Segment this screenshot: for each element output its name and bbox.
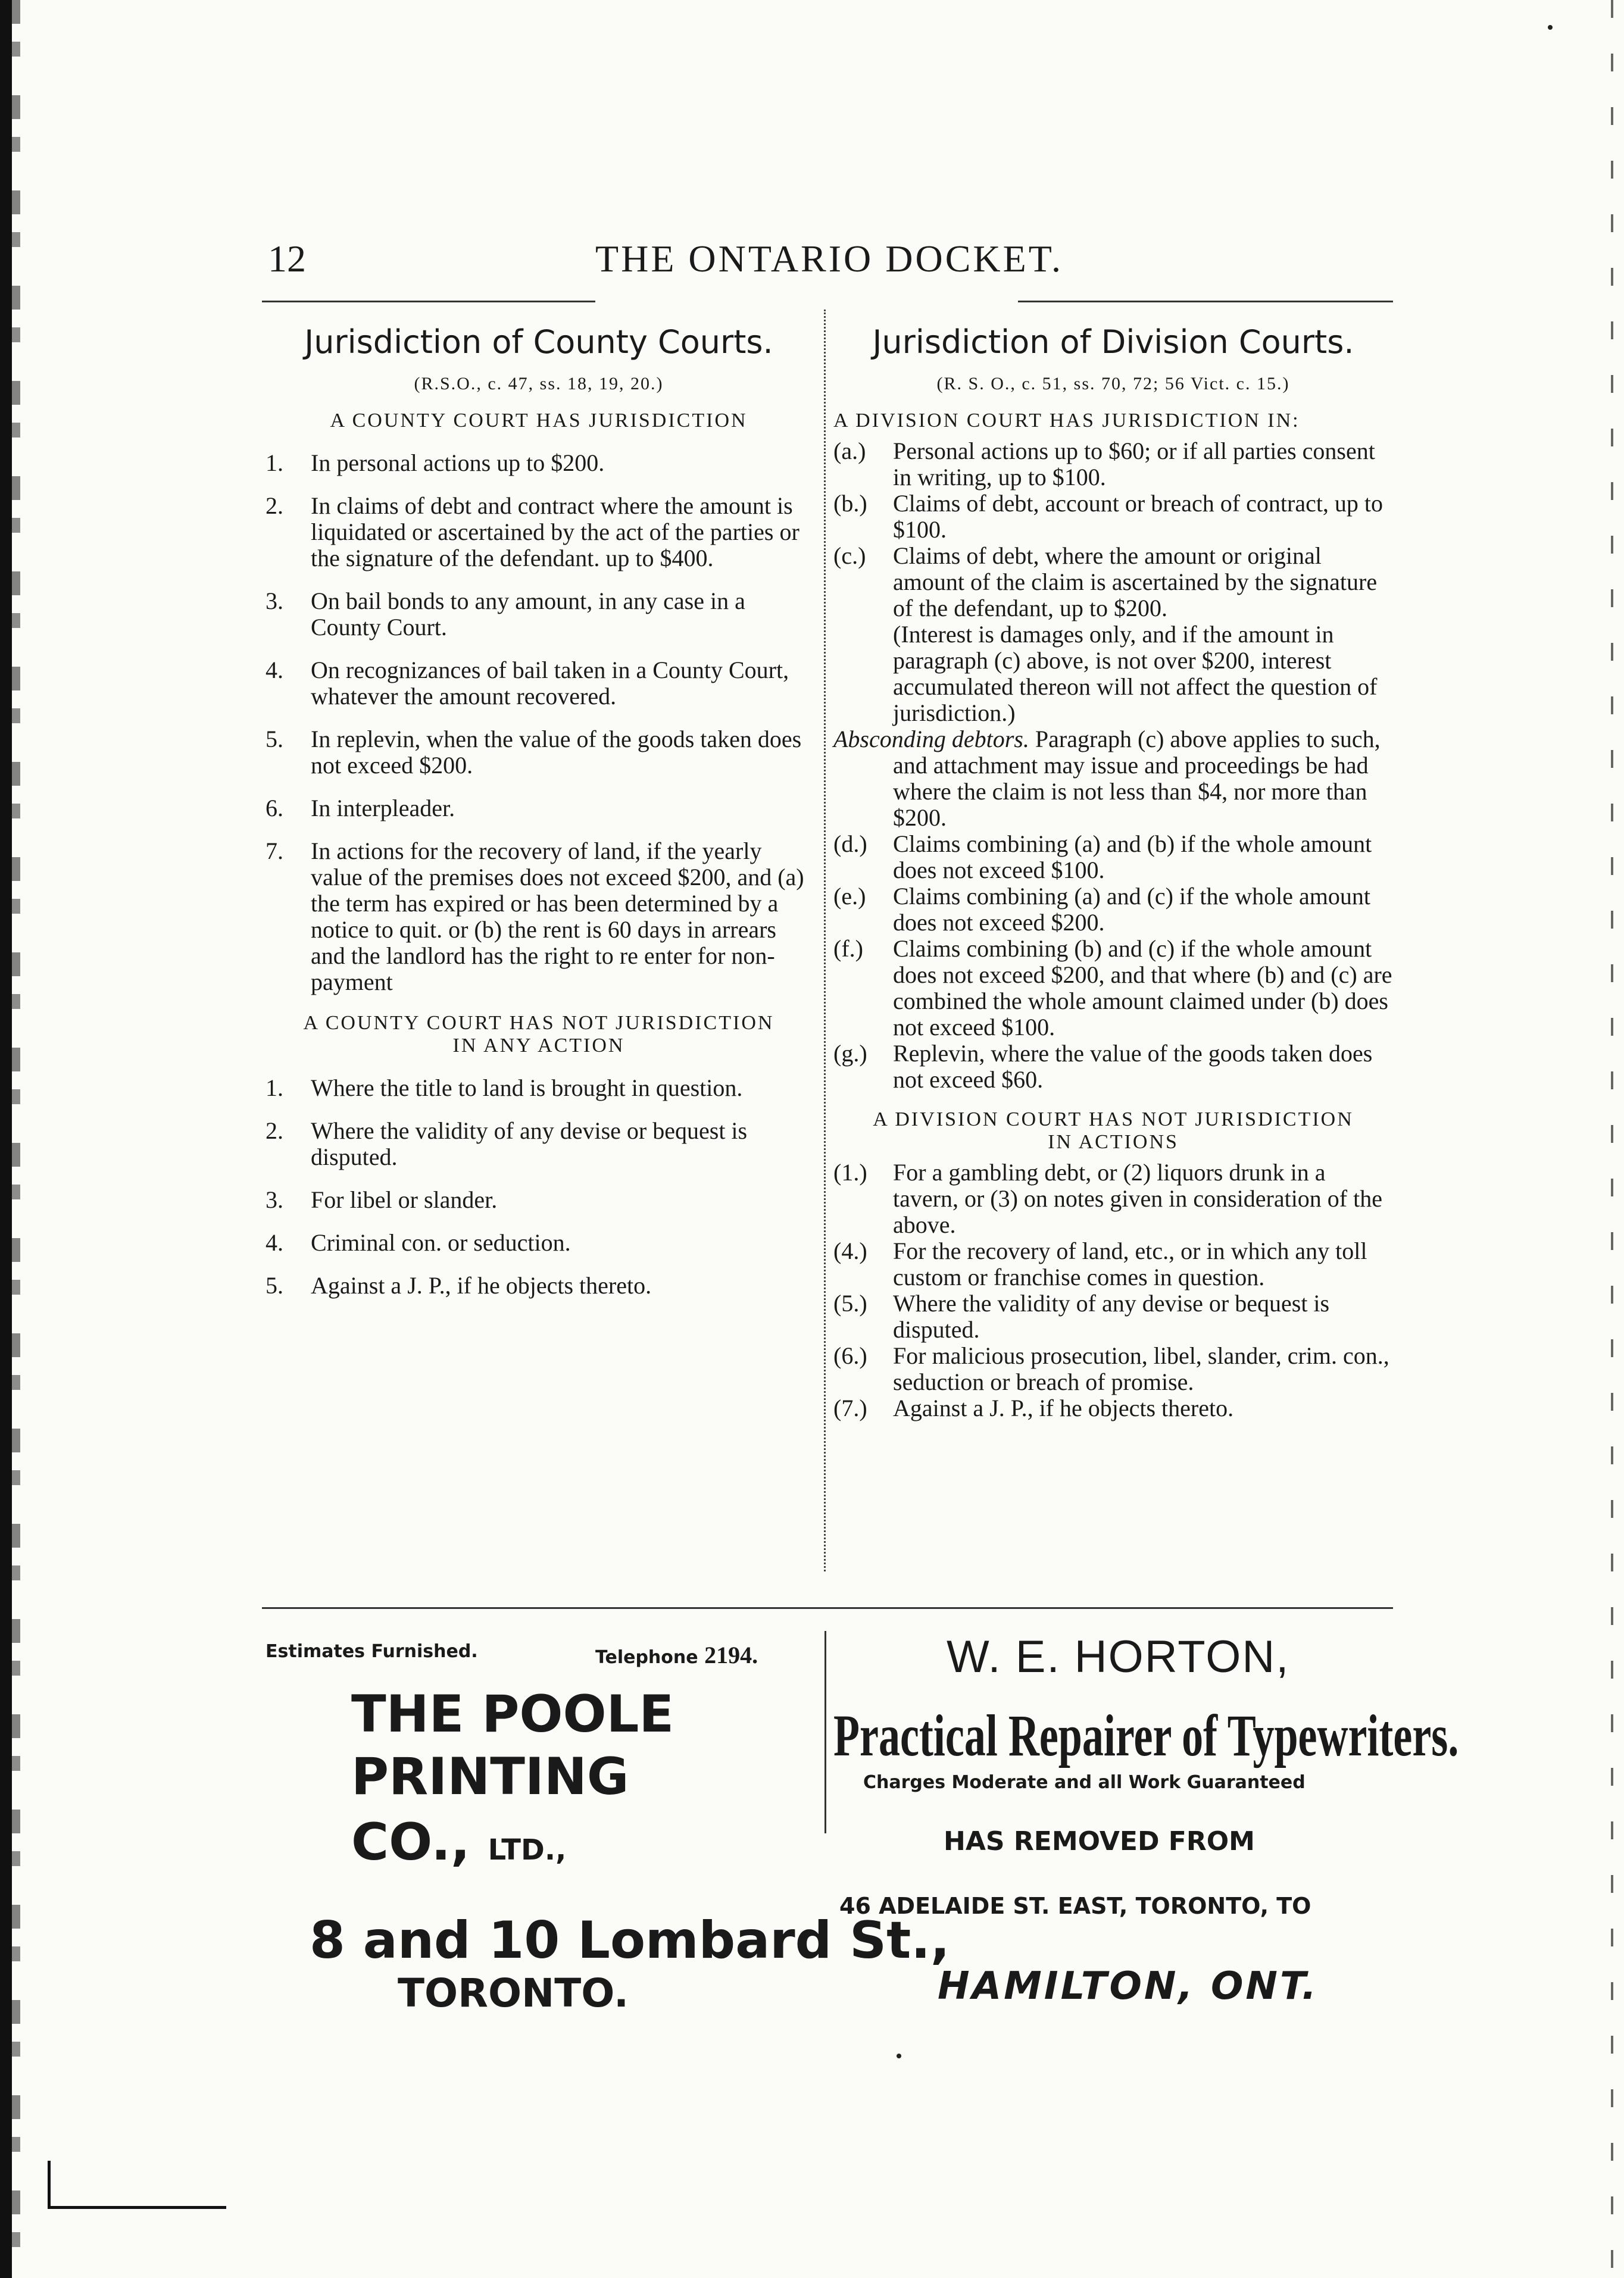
county-not-item: 4. Criminal con. or seduction.: [266, 1229, 571, 1256]
scan-corner-mark: [48, 2206, 226, 2209]
poole-printing-line2: PRINTING: [351, 1747, 629, 1807]
division-has-item: (d.) Claims combining (a) and (b) if the whole amount does not exceed $100.: [833, 830, 1372, 883]
county-has-item: 3. On bail bonds to any amount, in any case in a County Court.: [266, 588, 745, 640]
county-not-item: 5. Against a J. P., if he objects thereto.: [266, 1272, 652, 1299]
county-has-item: 2. In claims of debt and contract where the amount is liquidated or ascertained by the act of the parties or the signature of the defendant. up to $400.: [266, 492, 799, 571]
county-has-jurisdiction-heading: A COUNTY COURT HAS JURISDICTION: [330, 410, 748, 432]
horton-to-address: HAMILTON, ONT.: [938, 1964, 1319, 2008]
county-courts-title: Jurisdiction of County Courts.: [304, 323, 773, 361]
horton-tagline: Practical Repairer of Typewriters.: [833, 1702, 1459, 1768]
division-has-item: (f.) Claims combining (b) and (c) if the whole amount does not exceed $200, and that where (b) and (c) are combined the whole amount claimed under (b) does not exceed $100.: [833, 935, 1392, 1040]
division-courts-citation: (R. S. O., c. 51, ss. 70, 72; 56 Vict. c. 15.): [936, 374, 1290, 393]
division-not-item: (7.) Against a J. P., if he objects thereto.: [833, 1395, 1234, 1421]
division-not-jurisdiction-subheading: IN ACTIONS: [1048, 1131, 1179, 1153]
county-has-item: 5. In replevin, when the value of the goods taken does not exceed $200.: [266, 726, 802, 779]
division-not-item: (4.) For the recovery of land, etc., or in which any toll custom or franchise comes in question.: [833, 1238, 1367, 1290]
county-not-item: 2. Where the validity of any devise or bequest is disputed.: [266, 1117, 748, 1170]
running-head: THE ONTARIO DOCKET.: [595, 238, 1064, 280]
division-has-item: (a.) Personal actions up to $60; or if all parties consent in writing, up to $100.: [833, 438, 1375, 490]
county-not-item: 1. Where the title to land is brought in question.: [266, 1074, 743, 1101]
column-separator: [824, 310, 826, 1571]
header-rule-left: [262, 301, 595, 302]
division-not-item: (1.) For a gambling debt, or (2) liquors drunk in a tavern, or (3) on notes given in consideration of the above.: [833, 1159, 1382, 1238]
division-courts-title: Jurisdiction of Division Courts.: [872, 323, 1354, 361]
county-has-item: 6. In interpleader.: [266, 795, 455, 821]
scan-edge-left-texture: [12, 0, 20, 2278]
horton-removed: HAS REMOVED FROM: [944, 1826, 1255, 1857]
division-has-item: (e.) Claims combining (a) and (c) if the whole amount does not exceed $200.: [833, 883, 1371, 936]
telephone: Telephone 2194.: [595, 1642, 758, 1668]
division-has-item: (c.) Claims of debt, where the amount or original amount of the claim is ascertained by the signature of the defendant, up to $200.: [833, 542, 1378, 621]
division-has-jurisdiction-heading: A DIVISION COURT HAS JURISDICTION IN:: [833, 410, 1300, 432]
poole-printing-city: TORONTO.: [398, 1970, 629, 2016]
division-courts-column: [833, 318, 1393, 1421]
scan-corner-mark: [48, 2161, 51, 2208]
division-not-item: (5.) Where the validity of any devise or bequest is disputed.: [833, 1290, 1330, 1343]
scan-edge-right: [1611, 0, 1613, 2278]
scan-speck: [897, 2054, 901, 2058]
division-has-item: (b.) Claims of debt, account or breach of contract, up to $100.: [833, 490, 1383, 543]
county-not-jurisdiction-subheading: IN ANY ACTION: [452, 1035, 625, 1057]
horton-name: W. E. HORTON,: [947, 1632, 1290, 1682]
county-not-jurisdiction-heading: A COUNTY COURT HAS NOT JURISDICTION: [303, 1012, 774, 1034]
scan-speck: [1548, 25, 1553, 30]
interest-note: (Interest is damages only, and if the amount in paragraph (c) above, is not over $200, interest accumulated thereon will not affect the question of jurisdiction.): [893, 621, 1378, 726]
county-has-item: 1. In personal actions up to $200.: [266, 449, 605, 476]
scan-edge-left: [0, 0, 12, 2278]
division-has-item: (g.) Replevin, where the value of the goods taken does not exceed $60.: [833, 1040, 1373, 1093]
poole-printing-line3: CO., LTD.,: [351, 1813, 567, 1872]
horton-charges: Charges Moderate and all Work Guaranteed: [863, 1772, 1306, 1793]
county-has-item: 4. On recognizances of bail taken in a County Court, whatever the amount recovered.: [266, 657, 789, 710]
division-not-jurisdiction-heading: A DIVISION COURT HAS NOT JURISDICTION: [873, 1108, 1354, 1130]
horton-from-address: 46 ADELAIDE ST. EAST, TORONTO, TO: [839, 1893, 1311, 1919]
page-number: 12: [268, 238, 306, 280]
poole-printing-line1: THE POOLE: [351, 1685, 674, 1744]
county-not-item: 3. For libel or slander.: [266, 1186, 498, 1213]
advertisement-separator: [825, 1631, 826, 1833]
absconding-debtors-paragraph: Absconding debtors. Paragraph (c) above applies to such, and attachment may issue and proceedings be had where the claim is not less than $4, nor more than $200.: [833, 726, 1381, 831]
division-not-item: (6.) For malicious prosecution, libel, slander, crim. con., seduction or breach of promise.: [833, 1342, 1389, 1395]
advertisement-rule: [262, 1607, 1393, 1609]
county-courts-citation: (R.S.O., c. 47, ss. 18, 19, 20.): [414, 374, 664, 393]
estimates-furnished: Estimates Furnished.: [266, 1641, 478, 1662]
header-rule-right: [1018, 301, 1393, 302]
county-courts-column: [262, 318, 816, 1315]
poole-printing-address: 8 and 10 Lombard St.,: [310, 1911, 950, 1970]
county-has-item: 7. In actions for the recovery of land, if the yearly value of the premises does not exceed $200, and (a) the term has expired or has been determined by a notice to quit. or (b) the rent is 60 days in arrears and the landlord has the right to re enter for non-payment: [266, 838, 804, 995]
